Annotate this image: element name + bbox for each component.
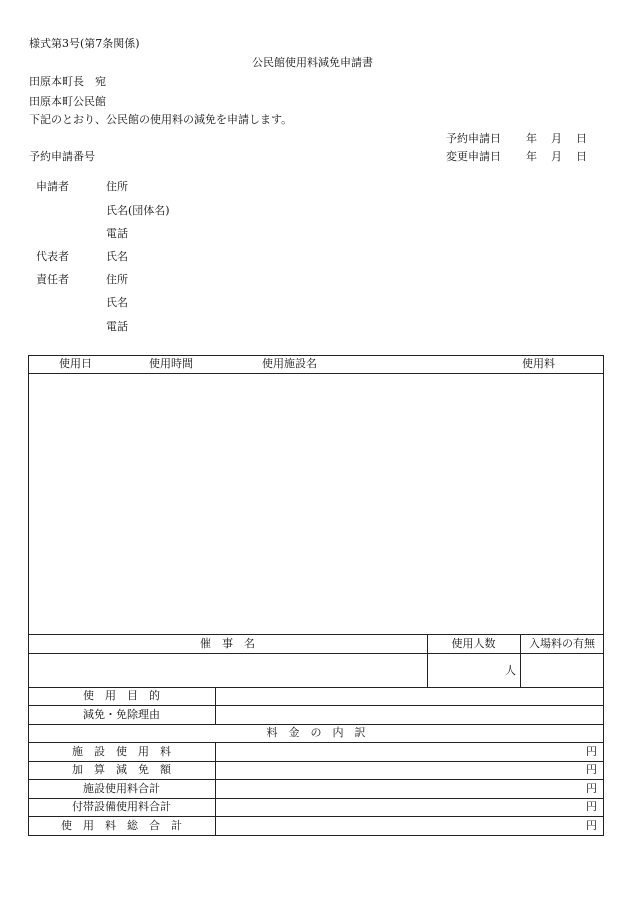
fee-row-unit: 円 — [586, 819, 597, 832]
facility-name: 田原本町公民館 — [29, 95, 106, 108]
fee-row-line-1 — [28, 705, 604, 706]
representative-label: 代表者 — [36, 250, 69, 263]
responsible-address-label: 住所 — [106, 273, 128, 286]
usage-table-header-divider — [28, 373, 604, 374]
applicant-name-label: 氏名(団体名) — [106, 204, 170, 217]
fee-row-line-5 — [28, 779, 604, 780]
usage-time-header: 使用時間 — [149, 357, 193, 370]
reservation-month: 月 — [551, 132, 562, 145]
fee-row-label: 施 設 使 用 料 — [72, 745, 171, 758]
purpose-label: 使 用 目 的 — [83, 689, 160, 702]
addressee: 田原本町長 宛 — [29, 75, 106, 88]
change-day: 日 — [576, 150, 587, 163]
reservation-date-label: 予約申請日 — [446, 132, 501, 145]
usage-facility-header: 使用施設名 — [262, 357, 317, 370]
usage-table — [28, 355, 604, 635]
fee-row-line-3 — [28, 742, 604, 743]
change-month: 月 — [551, 150, 562, 163]
event-table-divider — [28, 653, 604, 654]
fee-row-unit: 円 — [586, 745, 597, 758]
people-unit: 人 — [505, 664, 516, 677]
fee-row-label: 施設使用料合計 — [83, 782, 160, 795]
reservation-number-label: 予約申請番号 — [29, 150, 95, 163]
fee-row-line-7 — [28, 816, 604, 817]
purpose-col-divider — [215, 687, 216, 724]
admission-header: 入場料の有無 — [529, 637, 595, 650]
fee-breakdown-title: 料 金 の 内 訳 — [266, 726, 366, 739]
fee-row-label: 使 用 料 総 合 計 — [61, 819, 182, 832]
representative-name-label: 氏名 — [106, 250, 128, 263]
usage-date-header: 使用日 — [59, 357, 92, 370]
applicant-phone-label: 電話 — [106, 227, 128, 240]
reservation-year: 年 — [526, 132, 537, 145]
fee-row-line-2 — [28, 724, 604, 725]
responsible-name-label: 氏名 — [106, 296, 128, 309]
event-name-header: 催 事 名 — [200, 637, 255, 650]
form-title: 公民館使用料減免申請書 — [252, 56, 373, 69]
responsible-label: 責任者 — [36, 273, 69, 286]
applicant-address-label: 住所 — [106, 180, 128, 193]
change-date-label: 変更申請日 — [446, 150, 501, 163]
applicant-label: 申請者 — [36, 180, 69, 193]
fee-row-line-6 — [28, 798, 604, 799]
fee-row-unit: 円 — [586, 800, 597, 813]
reservation-day: 日 — [576, 132, 587, 145]
attendees-header: 使用人数 — [451, 637, 496, 650]
usage-fee-header: 使用料 — [522, 357, 555, 370]
responsible-phone-label: 電話 — [106, 320, 128, 333]
fee-col-divider — [215, 742, 216, 836]
intro-text: 下記のとおり、公民館の使用料の減免を申請します。 — [29, 113, 293, 126]
fee-row-unit: 円 — [586, 782, 597, 795]
fee-row-unit: 円 — [586, 763, 597, 776]
reason-label: 減免・免除理由 — [83, 708, 160, 721]
fee-row-label: 加 算 減 免 額 — [72, 763, 171, 776]
fee-row-label: 付帯設備使用料合計 — [72, 800, 171, 813]
change-year: 年 — [526, 150, 537, 163]
fee-row-line-4 — [28, 761, 604, 762]
form-number: 様式第3号(第7条関係) — [29, 37, 140, 50]
